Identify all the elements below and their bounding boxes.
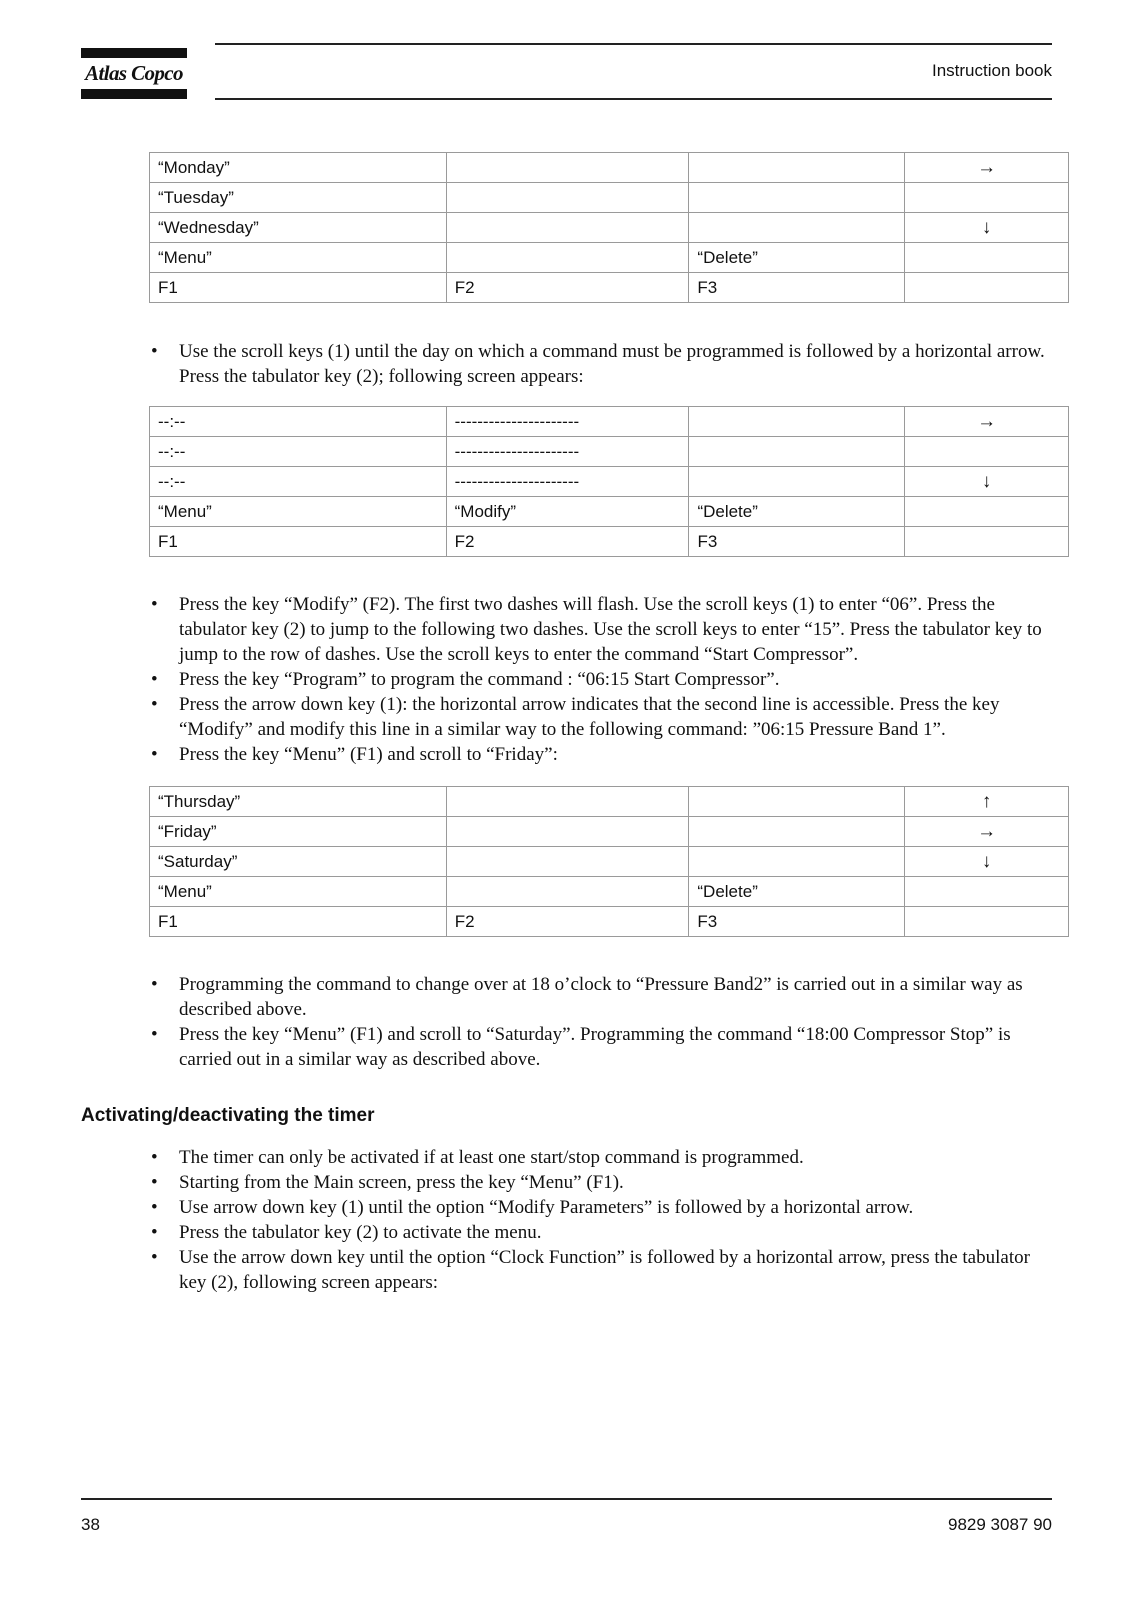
arrow-cell [905, 877, 1069, 907]
table-cell [446, 877, 689, 907]
arrow-down-icon: ↓ [905, 847, 1069, 877]
arrow-right-icon: → [905, 153, 1069, 183]
arrow-right-icon: → [905, 407, 1069, 437]
table-cell: --:-- [150, 437, 447, 467]
section-heading: Activating/deactivating the timer [81, 1105, 375, 1126]
display-row [150, 407, 1069, 437]
table-cell [446, 213, 689, 243]
bullet-item: • Use the arrow down key until the option “Clock Function” is followed by a horizontal arrow, press the tabulator key (2), following screen appears: [149, 1245, 1059, 1295]
display-row [150, 847, 1069, 877]
table-cell [689, 467, 905, 497]
table-cell [689, 183, 905, 213]
display-table-days-1 [149, 152, 1069, 303]
arrow-up-icon: ↑ [905, 787, 1069, 817]
table-cell: F2 [446, 527, 689, 557]
display-row [150, 467, 1069, 497]
function-key-row [150, 273, 1069, 303]
table-cell: “Friday” [150, 817, 447, 847]
document-number: 9829 3087 90 [948, 1515, 1052, 1534]
table-cell: F2 [446, 907, 689, 937]
table-cell: “Modify” [446, 497, 689, 527]
display-table-days-2 [149, 786, 1069, 937]
logo-brand-text: Atlas Copco [85, 61, 183, 85]
bullet-item: • Press the tabulator key (2) to activate the menu. [149, 1220, 1059, 1245]
bullet-list-1 [149, 339, 1059, 389]
footer-rule [81, 1498, 1052, 1500]
arrow-cell [905, 183, 1069, 213]
table-cell [689, 153, 905, 183]
bullet-item: • The timer can only be activated if at least one start/stop command is programmed. [149, 1145, 1059, 1170]
bullet-item: • Press the key “Program” to program the command : “06:15 Start Compressor”. [149, 667, 1059, 692]
table-cell: “Delete” [689, 243, 905, 273]
atlas-copco-logo [81, 48, 187, 98]
display-row [150, 183, 1069, 213]
table-cell: F1 [150, 907, 447, 937]
document-type: Instruction book [931, 61, 1052, 80]
header-rule-top [215, 43, 1052, 45]
softkey-label-row [150, 877, 1069, 907]
arrow-cell [905, 497, 1069, 527]
bullet-item: • Press the arrow down key (1): the horizontal arrow indicates that the second line is accessible. Press the key “Modify” and modify this line in a similar way to the following command: ”06:15 Pressure Band 1”. [149, 692, 1059, 742]
table-cell: F3 [689, 907, 905, 937]
table-cell [689, 407, 905, 437]
table-cell [689, 213, 905, 243]
table-cell: ---------------------- [446, 407, 689, 437]
softkey-label-row [150, 497, 1069, 527]
table-cell: ---------------------- [446, 467, 689, 497]
table-cell [689, 787, 905, 817]
table-cell [446, 243, 689, 273]
table-cell: “Menu” [150, 877, 447, 907]
bullet-list-3 [149, 972, 1059, 1072]
arrow-down-icon: ↓ [905, 467, 1069, 497]
function-key-row [150, 907, 1069, 937]
table-cell: “Menu” [150, 243, 447, 273]
bullet-item: • Press the key “Modify” (F2). The first two dashes will flash. Use the scroll keys (1) to enter “06”. Press the tabulator key (2) to jump to the following two dashes. Use the scroll keys to enter “15”. Press the tabulator key to jump to the row of dashes. Use the scroll keys to enter the command “Start Compressor”. [149, 592, 1059, 667]
bullet-list-2 [149, 592, 1059, 767]
bullet-item: • Use the scroll keys (1) until the day on which a command must be programmed is followed by a horizontal arrow. Press the tabulator key (2); following screen appears: [149, 339, 1059, 389]
table-cell: “Menu” [150, 497, 447, 527]
table-cell [446, 817, 689, 847]
table-cell: “Wednesday” [150, 213, 447, 243]
table-cell: --:-- [150, 467, 447, 497]
table-cell [446, 787, 689, 817]
table-cell: “Thursday” [150, 787, 447, 817]
display-row [150, 437, 1069, 467]
table-cell: F3 [689, 273, 905, 303]
arrow-cell [905, 437, 1069, 467]
bullet-item: • Starting from the Main screen, press the key “Menu” (F1). [149, 1170, 1059, 1195]
table-cell: “Monday” [150, 153, 447, 183]
table-cell: “Delete” [689, 497, 905, 527]
arrow-cell [905, 907, 1069, 937]
bullet-list-4 [149, 1145, 1059, 1295]
display-row [150, 153, 1069, 183]
logo-bar-bottom [81, 89, 187, 99]
header-rule-bottom [215, 98, 1052, 100]
table-cell [689, 817, 905, 847]
table-cell [689, 437, 905, 467]
softkey-label-row [150, 243, 1069, 273]
page-number: 38 [81, 1515, 100, 1534]
table-cell: “Saturday” [150, 847, 447, 877]
bullet-item: • Use arrow down key (1) until the option “Modify Parameters” is followed by a horizontal arrow. [149, 1195, 1059, 1220]
table-cell: ---------------------- [446, 437, 689, 467]
table-cell [446, 153, 689, 183]
arrow-cell [905, 527, 1069, 557]
table-cell [446, 183, 689, 213]
bullet-item: • Press the key “Menu” (F1) and scroll to “Saturday”. Programming the command “18:00 Compressor Stop” is carried out in a similar way as described above. [149, 1022, 1059, 1072]
function-key-row [150, 527, 1069, 557]
display-table-commands [149, 406, 1069, 557]
table-cell [446, 847, 689, 877]
bullet-item: • Press the key “Menu” (F1) and scroll to “Friday”: [149, 742, 1059, 767]
arrow-cell [905, 273, 1069, 303]
arrow-cell [905, 243, 1069, 273]
table-cell: --:-- [150, 407, 447, 437]
table-cell [689, 847, 905, 877]
arrow-down-icon: ↓ [905, 213, 1069, 243]
table-cell: F1 [150, 527, 447, 557]
table-cell: “Tuesday” [150, 183, 447, 213]
table-cell: F2 [446, 273, 689, 303]
arrow-right-icon: → [905, 817, 1069, 847]
table-cell: “Delete” [689, 877, 905, 907]
table-cell: F3 [689, 527, 905, 557]
table-cell: F1 [150, 273, 447, 303]
logo-bar-top [81, 48, 187, 58]
display-row [150, 213, 1069, 243]
display-row [150, 817, 1069, 847]
display-row [150, 787, 1069, 817]
bullet-item: • Programming the command to change over at 18 o’clock to “Pressure Band2” is carried out in a similar way as described above. [149, 972, 1059, 1022]
